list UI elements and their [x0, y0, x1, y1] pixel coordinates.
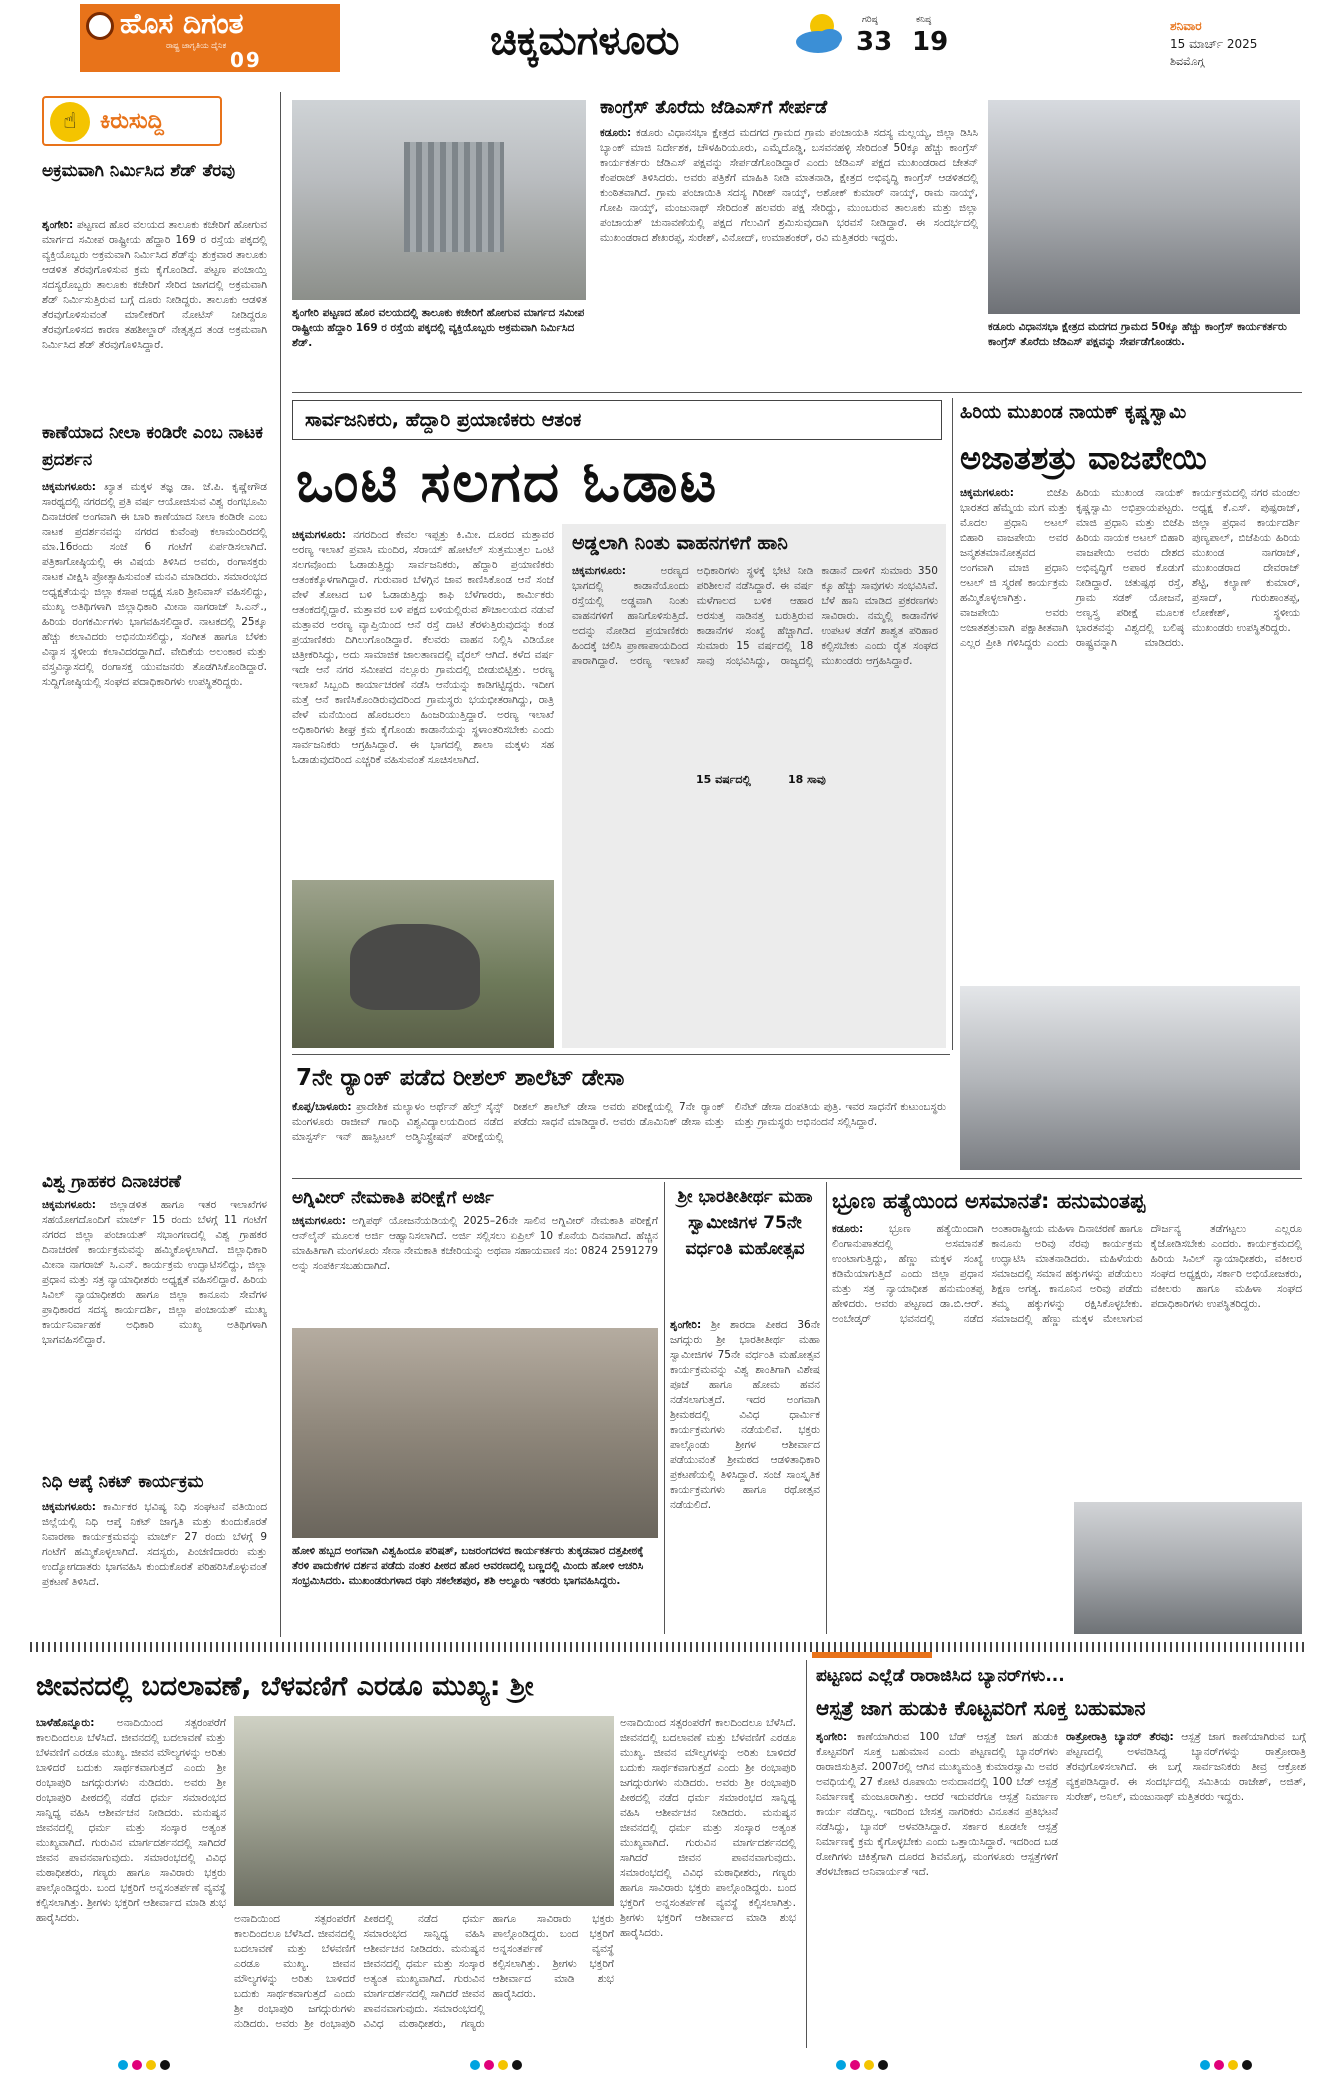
bharathi-text: ಶ್ರೀ ಶಾರದಾ ಪೀಠದ 36ನೇ ಜಗದ್ಗುರು ಶ್ರೀ ಭಾರತೀತೀರ್ಥ ಮಹಾ ಸ್ವಾಮೀಜಿಗಳ 75ನೇ ವರ್ಧಂತಿ ಮಹೋತ್ಸವ ಕಾರ್ಯಕ್ರಮವನ್ನು ವಿಶ್ವ ಶಾಂತಿಗಾಗಿ ವಿಶೇಷ ಪೂಜೆ ಹಾಗೂ ಹೋಮ ಹವನ ನಡೆಸಲಾಗುತ್ತದೆ. ಇದರ ಅಂಗವಾಗಿ ಶ್ರೀಮಠದಲ್ಲಿ ವಿವಿಧ ಧಾರ್ಮಿಕ ಕಾರ್ಯಕ್ರಮಗಳು ನಡೆಯಲಿವೆ. ಭಕ್ತರು ಪಾಲ್ಗೊಂಡು ಶ್ರೀಗಳ ಆಶೀರ್ವಾದ ಪಡೆಯುವಂತೆ ಶ್ರೀಮಠದ ಆಡಳಿತಾಧಿಕಾರಿ ಪ್ರಕಟಣೆಯಲ್ಲಿ ತಿಳಿಸಿದ್ದಾರೆ. ಸಂಜೆ ಸಾಂಸ್ಕೃತಿಕ ಕಾರ್ಯಕ್ರಮಗಳು ಹಾಗೂ ರಥೋತ್ಸವ ನಡೆಯಲಿದೆ.	[670, 1319, 820, 1511]
logo-emblem-icon	[86, 12, 114, 40]
brief-1-text: ಪಟ್ಟಣದ ಹೊರ ವಲಯದ ತಾಲೂಕು ಕಚೇರಿಗೆ ಹೋಗುವ ಮಾರ್ಗದ ಸಮೀಪ ರಾಷ್ಟ್ರೀಯ ಹೆದ್ದಾರಿ 169 ರ ರಸ್ತೆಯ ಪಕ್ಕದಲ್ಲಿ ವ್ಯಕ್ತಿಯೊಬ್ಬರು ಅಕ್ರಮವಾಗಿ ನಿರ್ಮಿಸಿದ ಶೆಡ್‌ನ್ನು ಶುಕ್ರವಾರ ತಾಲೂಕು ಆಡಳಿತ ತೆರವುಗೊಳಿಸುವ ಕ್ರಮ ಕೈಗೊಂಡಿದೆ. ಪಟ್ಟಣ ಪಂಚಾಯ್ತಿ ಸದಸ್ಯರೊಬ್ಬರು ತಾಲೂಕು ಕಚೇರಿಗೆ ಸೇರಿದ ಜಾಗದಲ್ಲಿ ಅಕ್ರಮವಾಗಿ ಶೆಡ್ ನಿರ್ಮಿಸುತ್ತಿರುವ ಬಗ್ಗೆ ದೂರು ನೀಡಿದ್ದರು. ತಾಲೂಕು ಆಡಳಿತ ತೆರವುಗೊಳಿಸುವಂತೆ ಮಾಲೀಕರಿಗೆ ನೋಟಿಸ್ ನೀಡಿದ್ದರೂ ತೆರವುಗೊಳಿಸದ ಕಾರಣ ತಹಶೀಲ್ದಾರ್ ನೇತೃತ್ವದ ತಂಡ ಅಕ್ರಮವಾಗಿ ನಿರ್ಮಿಸಿದ ಶೆಡ್ ತೆರವುಗೊಳಿಸಿದ್ದಾರೆ.	[42, 219, 267, 351]
sub-story-dateline: ಚಿಕ್ಕಮಗಳೂರು:	[572, 565, 626, 577]
brief-1-dateline: ಶೃಂಗೇರಿ:	[42, 219, 74, 231]
reg-dot-magenta	[132, 2060, 142, 2070]
holi-photo-caption: ಹೋಳಿ ಹಬ್ಬದ ಅಂಗವಾಗಿ ವಿಶ್ವಹಿಂದೂ ಪರಿಷತ್, ಬಜರಂಗದಳದ ಕಾರ್ಯಕರ್ತರು ತುಕ್ಕಡವಾರ ದತ್ತಪೀಠಕ್ಕೆ ತೆರಳಿ ಪಾದುಕೆಗಳ ದರ್ಶನ ಪಡೆದು ನಂತರ ಪೀಠದ ಹೊರ ಆವರಣದಲ್ಲಿ ಬಣ್ಣದಲ್ಲಿ ಮಿಂದು ಹೋಳಿ ಆಚರಿಸಿ ಸಂಭ್ರಮಿಸಿದರು. ಮುಖಂಡರುಗಳಾದ ರಘು ಸಕಲೇಶಪುರ, ಶಶಿ ಆಲ್ದೂರು ಇತರರು ಭಾಗವಹಿಸಿದ್ದರು.	[292, 1545, 644, 1587]
congress-jds-body	[600, 126, 978, 386]
agniveer-headline: ಅಗ್ನಿವೀರ್ ನೇಮಕಾತಿ ಪರೀಕ್ಷೆಗೆ ಅರ್ಜಿ	[292, 1188, 494, 1208]
agniveer-divider	[664, 1182, 665, 1634]
brief-4-text: ಕಾರ್ಮಿಕರ ಭವಿಷ್ಯ ನಿಧಿ ಸಂಘಟನೆ ವತಿಯಿಂದ ಜಿಲ್ಲೆಯಲ್ಲಿ ನಿಧಿ ಆಪ್ಕೆ ನಿಕಟ್ ಜಾಗೃತಿ ಮತ್ತು ಕುಂದುಕೊರತೆ ನಿವಾರಣಾ ಕಾರ್ಯಕ್ರಮವನ್ನು ಮಾರ್ಚ್ 27 ರಂದು ಬೆಳಗ್ಗೆ 9 ಗಂಟೆಗೆ ಹಮ್ಮಿಕೊಳ್ಳಲಾಗಿದೆ. ಸದಸ್ಯರು, ಪಿಂಚಣಿದಾರರು ಮತ್ತು ಉದ್ಯೋಗದಾತರು ಭಾಗವಹಿಸಿ ಕುಂದುಕೊರತೆ ಪರಿಹರಿಸಿಕೊಳ್ಳುವಂತೆ ಪ್ರಕಟಣೆ ತಿಳಿಸಿದೆ.	[42, 1501, 267, 1588]
banner-sub-dateline: ರಾತ್ರೋರಾತ್ರಿ ಬ್ಯಾನರ್ ತೆರವು:	[1066, 1731, 1174, 1743]
agniveer-dateline: ಚಿಕ್ಕಮಗಳೂರು:	[292, 1215, 346, 1227]
brief-2-dateline: ಚಿಕ್ಕಮಗಳೂರು:	[42, 481, 96, 493]
elephant-photo	[292, 880, 554, 1048]
brief-4-headline: ನಿಧಿ ಆಪ್ಕೆ ನಿಕಟ್ ಕಾರ್ಯಕ್ರಮ	[42, 1472, 204, 1492]
kirusuddi-label: ಕಿರುಸುದ್ದಿ	[100, 109, 164, 134]
bharathi-headline: ಶ್ರೀ ಭಾರತೀತೀರ್ಥ ಮಹಾ ಸ್ವಾಮೀಜಿಗಳ 75ನೇ ವರ್ಧಂತಿ ಮಹೋತ್ಸವ	[677, 1187, 813, 1259]
ajatashatru-headline: ಅಜಾತಶತ್ರು ವಾಜಪೇಯಿ	[960, 439, 1207, 477]
reg-dot-yellow	[864, 2060, 874, 2070]
reg-dot-yellow	[1228, 2060, 1238, 2070]
jeevana-body-2	[234, 1912, 614, 2046]
bharathi-divider	[826, 1182, 827, 1634]
jds-joining-caption: ಕಡೂರು ವಿಧಾನಸಭಾ ಕ್ಷೇತ್ರದ ಮದಗದ ಗ್ರಾಮದ 50ಕ್ಕೂ ಹೆಚ್ಚು ಕಾಂಗ್ರೆಸ್ ಕಾರ್ಯಕರ್ತರು ಕಾಂಗ್ರೆಸ್ ತೊರೆದು ಜೆಡಿಎಸ್ ಪಕ್ಷವನ್ನು ಸೇರ್ಪಡೆಗೊಂಡರು.	[988, 321, 1287, 348]
brief-1-headline: ಅಕ್ರಮವಾಗಿ ನಿರ್ಮಿಸಿದ ಶೆಡ್ ತೆರವು	[42, 161, 236, 181]
elephant-shape	[350, 924, 480, 1010]
brief-4-dateline: ಚಿಕ್ಕಮಗಳೂರು:	[42, 1501, 96, 1513]
bhruna-event-photo	[1074, 1502, 1302, 1634]
congress-jds-headline: ಕಾಂಗ್ರೆಸ್ ತೊರೆದು ಜೆಡಿಎಸ್‌ಗೆ ಸೇರ್ಪಡೆ	[600, 97, 828, 118]
top-row-rule	[292, 392, 1302, 393]
brief-1-body	[42, 218, 267, 410]
rank-text: ಪ್ರಾದೇಶಿಕ ಮಲ್ಯಾಳಂ ಅರ್ಥೆನ್ ಹೆಲ್ತ್ ಸೈನ್ಸ್ ಮಂಗಳೂರು ರಾಜೀವ್ ಗಾಂಧಿ ವಿಶ್ವವಿದ್ಯಾಲಯದಿಂದ ನಡೆದ ಮಾಸ್ಟರ್ಸ್ ಇನ್ ಹಾಸ್ಪಿಟಲ್ ಅಡ್ಮಿನಿಸ್ಟ್ರೇಷನ್ ಪರೀಕ್ಷೆಯಲ್ಲಿ ರೀಶಲ್ ಶಾಲೆಟ್ ಡೇಸಾ ಅವರು ಪರೀಕ್ಷೆಯಲ್ಲಿ 7ನೇ ರ‍್ಯಾಂಕ್ ಪಡೆದು ಸಾಧನೆ ಮಾಡಿದ್ದಾರೆ. ಅವರು ಡೊಮಿನಿಕ್ ಡೇಸಾ ಮತ್ತು ಲಿನೆಟ್ ಡೇಸಾ ದಂಪತಿಯ ಪುತ್ರಿ. ಇವರ ಸಾಧನೆಗೆ ಕುಟುಂಬಸ್ಥರು ಮತ್ತು ಗ್ರಾಮಸ್ಥರು ಅಭಿನಂದನೆ ಸಲ್ಲಿಸಿದ್ದಾರೆ.	[292, 1101, 946, 1143]
weather-max-label: ಗರಿಷ್ಠ	[862, 15, 878, 25]
jeevana-text: ಅನಾದಿಯಿಂದ ಸತ್ಪರಂಪರೆಗೆ ಕಾಲದಿಂದಲೂ ಬೆಳೆಸಿದೆ. ಜೀವನದಲ್ಲಿ ಬದಲಾವಣೆ ಮತ್ತು ಬೆಳವಣಿಗೆ ಎರಡೂ ಮುಖ್ಯ. ಜೀವನ ಮೌಲ್ಯಗಳನ್ನು ಅರಿತು ಬಾಳಿದರೆ ಬದುಕು ಸಾರ್ಥಕವಾಗುತ್ತದೆ ಎಂದು ಶ್ರೀ ರಂಭಾಪುರಿ ಜಗದ್ಗುರುಗಳು ನುಡಿದರು. ಅವರು ಶ್ರೀ ರಂಭಾಪುರಿ ಪೀಠದಲ್ಲಿ ನಡೆದ ಧರ್ಮ ಸಮಾರಂಭದ ಸಾನ್ನಿಧ್ಯ ವಹಿಸಿ ಆಶೀರ್ವಚನ ನೀಡಿದರು. ಮನುಷ್ಯನ ಜೀವನದಲ್ಲಿ ಧರ್ಮ ಮತ್ತು ಸಂಸ್ಕಾರ ಅತ್ಯಂತ ಮುಖ್ಯವಾಗಿದೆ. ಗುರುವಿನ ಮಾರ್ಗದರ್ಶನದಲ್ಲಿ ಸಾಗಿದರೆ ಜೀವನ ಪಾವನವಾಗುವುದು. ಸಮಾರಂಭದಲ್ಲಿ ವಿವಿಧ ಮಠಾಧೀಶರು, ಗಣ್ಯರು ಹಾಗೂ ಸಾವಿರಾರು ಭಕ್ತರು ಪಾಲ್ಗೊಂಡಿದ್ದರು. ಬಂದ ಭಕ್ತರಿಗೆ ಅನ್ನಸಂತರ್ಪಣೆ ವ್ಯವಸ್ಥೆ ಕಲ್ಪಿಸಲಾಗಿತ್ತು. ಶ್ರೀಗಳು ಭಕ್ತರಿಗೆ ಆಶೀರ್ವಾದ ಮಾಡಿ ಶುಭ ಹಾರೈಸಿದರು.	[36, 1717, 226, 1924]
section-title: ಚಿಕ್ಕಮಗಳೂರು	[490, 18, 680, 64]
banner-kicker: ಪಟ್ಟಣದ ಎಲ್ಲೆಡೆ ರಾರಾಜಿಸಿದ ಬ್ಯಾನರ್‌ಗಳು...	[816, 1666, 1065, 1686]
hand-icon: ☝	[50, 102, 90, 142]
edition-name: ಶಿವಮೊಗ್ಗ	[1170, 55, 1205, 68]
banner-sub-body	[1066, 1730, 1306, 2048]
lead-kicker: ಸಾರ್ವಜನಿಕರು, ಹೆದ್ದಾರಿ ಪ್ರಯಾಣಿಕರು ಆತಂಕ	[305, 409, 582, 431]
banner-body	[816, 1730, 1058, 2048]
issue-date: 15 ಮಾರ್ಚ್ 2025	[1170, 37, 1258, 51]
rank-rule	[292, 1054, 950, 1055]
agniveer-text: ಅಗ್ನಿಪಥ್ ಯೋಜನೆಯಡಿಯಲ್ಲಿ 2025–26ನೇ ಸಾಲಿನ ಅಗ್ನಿವೀರ್ ನೇಮಕಾತಿ ಪರೀಕ್ಷೆಗೆ ಆನ್‌ಲೈನ್ ಮೂಲಕ ಅರ್ಜಿ ಆಹ್ವಾನಿಸಲಾಗಿದೆ. ಅರ್ಜಿ ಸಲ್ಲಿಸಲು ಏಪ್ರಿಲ್ 10 ಕೊನೆಯ ದಿನವಾಗಿದೆ. ಹೆಚ್ಚಿನ ಮಾಹಿತಿಗಾಗಿ ಮಂಗಳೂರು ಸೇನಾ ನೇಮಕಾತಿ ಕಚೇರಿಯನ್ನು ಅಥವಾ ಸಹಾಯವಾಣಿ ಸಂ: 0824 2591279 ಅನ್ನು ಸಂಪರ್ಕಿಸಬಹುದಾಗಿದೆ.	[292, 1215, 658, 1272]
weather-min-label: ಕನಿಷ್ಠ	[916, 15, 932, 25]
jeevana-body-3	[620, 1716, 796, 2046]
sub-story-headline: ಅಡ್ಡಲಾಗಿ ನಿಂತು ವಾಹನಗಳಿಗೆ ಹಾನಿ	[572, 532, 788, 554]
brief-2-text: ಖ್ಯಾತ ಮಕ್ಕಳ ತಜ್ಞ ಡಾ. ಜೆ.ಪಿ. ಕೃಷ್ಣೇಗೌಡ ಸಾರಥ್ಯದಲ್ಲಿ ನಗರದಲ್ಲಿ ಪ್ರತಿ ವರ್ಷ ಆಯೋಜಿಸುವ ವಿಶ್ವ ರಂಗಭೂಮಿ ದಿನಾಚರಣೆ ಅಂಗವಾಗಿ ಈ ಬಾರಿ ಕಾಣೆಯಾದ ನೀಲಾ ಕಂಡಿರೇ ಎಂಬ ನಾಟಕ ಪ್ರದರ್ಶನವನ್ನು ನಗರದ ಕುವೆಂಪು ಕಲಾಮಂದಿರದಲ್ಲಿ ಮಾ.16ರಂದು ಸಂಜೆ 6 ಗಂಟೆಗೆ ಏರ್ಪಡಿಸಲಾಗಿದೆ. ಪತ್ರಿಕಾಗೋಷ್ಠಿಯಲ್ಲಿ ಈ ವಿಷಯ ತಿಳಿಸಿದ ಅವರು, ರಂಗಾಸಕ್ತರು ನಾಟಕ ವೀಕ್ಷಿಸಿ ಪ್ರೋತ್ಸಾಹಿಸುವಂತೆ ಮನವಿ ಮಾಡಿದರು. ಸಮಾರಂಭದ ಅಧ್ಯಕ್ಷತೆಯನ್ನು ಜಿಲ್ಲಾ ಕಸಾಪ ಅಧ್ಯಕ್ಷ ಸೂರಿ ಶ್ರೀನಿವಾಸ್ ವಹಿಸಲಿದ್ದು, ಮುಖ್ಯ ಅತಿಥಿಗಳಾಗಿ ಜಿಲ್ಲಾಧಿಕಾರಿ ಮೀನಾ ನಾಗರಾಜ್ ಸಿ.ಎನ್., ಹಿರಿಯ ರಂಗಕರ್ಮಿಗಳು ಭಾಗವಹಿಸಲಿದ್ದಾರೆ. ನಾಟಕದಲ್ಲಿ 25ಕ್ಕೂ ಹೆಚ್ಚು ಕಲಾವಿದರು ಅಭಿನಯಿಸಲಿದ್ದು, ಸಂಗೀತ ಹಾಗೂ ಬೆಳಕು ವಿನ್ಯಾಸ ಸ್ಥಳೀಯ ಕಲಾವಿದರದ್ದಾಗಿದೆ. ವೇದಿಕೆಯ ಅಲಂಕಾರ ಮತ್ತು ವಸ್ತ್ರವಿನ್ಯಾಸದಲ್ಲಿ ರಂಗಾಸಕ್ತ ಯುವಜನರು ತೊಡಗಿಸಿಕೊಂಡಿದ್ದಾರೆ. ಸುದ್ದಿಗೋಷ್ಠಿಯಲ್ಲಿ ಸಂಘದ ಪದಾಧಿಕಾರಿಗಳು ಉಪಸ್ಥಿತರಿದ್ದರು.	[42, 481, 267, 688]
lead-text: ನಗರದಿಂದ ಕೇವಲ ಇಪ್ಪತ್ತು ಕಿ.ಮೀ. ದೂರದ ಮತ್ತಾವರ ಅರಣ್ಯ ಇಲಾಖೆ ಪ್ರವಾಸಿ ಮಂದಿರ, ಸೆರಾಯ್ ಹೋಟೆಲ್ ಸುತ್ತಮುತ್ತಲ ಒಂಟಿ ಸಲಗವೊಂದು ಓಡಾಡುತ್ತಿದ್ದು ಸಾರ್ವಜನಿಕರು, ಹೆದ್ದಾರಿ ಪ್ರಯಾಣಿಕರು ಆತಂಕಕ್ಕೊಳಗಾಗಿದ್ದಾರೆ. ಗುರುವಾರ ಬೆಳಗ್ಗಿನ ಜಾವ ಕಾಣಿಸಿಕೊಂಡ ಆನೆ ಸಂಜೆ ವೇಳೆ ತೋಟದ ಬಳಿ ಓಡಾಡುತ್ತಿದ್ದು ಕಾಫಿ ಬೆಳೆಗಾರರು, ಕಾರ್ಮಿಕರು ಆತಂಕದಲ್ಲಿದ್ದಾರೆ. ಮತ್ತಾವರ ಬಳಿ ಪಕ್ಷದ ಬಳಿಯಲ್ಲಿರುವ ಶೌಚಾಲಯದ ನಡುವೆ ಮತ್ತಾವರ ಅರಣ್ಯ ವ್ಯಾಪ್ತಿಯಿಂದ ಆನೆ ರಸ್ತೆ ದಾಟಿ ತೆರಳುತ್ತಿರುವುದನ್ನು ಕಂಡ ಪ್ರಯಾಣಿಕರು ದಿಗಿಲುಗೊಂಡಿದ್ದಾರೆ. ಕೆಲವರು ವಾಹನ ನಿಲ್ಲಿಸಿ ವಿಡಿಯೋ ಚಿತ್ರೀಕರಿಸಿದ್ದು, ಅದು ಸಾಮಾಜಿಕ ಜಾಲತಾಣದಲ್ಲಿ ವೈರಲ್ ಆಗಿದೆ. ಕಳೆದ ವರ್ಷ ಇದೇ ಆನೆ ನಗರ ಸಮೀಪದ ನಲ್ಲೂರು ಗ್ರಾಮದಲ್ಲಿ ಬೀಡುಬಿಟ್ಟಿತ್ತು. ಅರಣ್ಯ ಇಲಾಖೆ ಸಿಬ್ಬಂದಿ ಕಾರ್ಯಾಚರಣೆ ನಡೆಸಿ ಆನೆಯನ್ನು ಕಾಡಿಗಟ್ಟಿದ್ದರು. ಇದೀಗ ಮತ್ತೆ ಆನೆ ಕಾಣಿಸಿಕೊಂಡಿರುವುದರಿಂದ ಗ್ರಾಮಸ್ಥರು ಭಯಭೀತರಾಗಿದ್ದು, ರಾತ್ರಿ ವೇಳೆ ಮನೆಯಿಂದ ಹೊರಬರಲು ಹಿಂಜರಿಯುತ್ತಿದ್ದಾರೆ. ಅರಣ್ಯ ಇಲಾಖೆ ಅಧಿಕಾರಿಗಳು ಶೀಘ್ರ ಕ್ರಮ ಕೈಗೊಂಡು ಕಾಡಾನೆಯನ್ನು ಸ್ಥಳಾಂತರಿಸಬೇಕು ಎಂದು ಸಾರ್ವಜನಿಕರು ಆಗ್ರಹಿಸಿದ್ದಾರೆ. ಈ ಭಾಗದಲ್ಲಿ ಶಾಲಾ ಮಕ್ಕಳು ಸಹ ಓಡಾಡುವುದರಿಂದ ಎಚ್ಚರಿಕೆ ವಹಿಸುವಂತೆ ಸೂಚಿಸಲಾಗಿದೆ.	[292, 529, 554, 766]
kirusuddi-badge	[42, 96, 222, 146]
page-number: 09	[230, 48, 262, 72]
sun-cloud-icon	[790, 8, 850, 58]
ajatashatru-dateline: ಚಿಕ್ಕಮಗಳೂರು:	[960, 487, 1014, 499]
lead-dateline: ಚಿಕ್ಕಮಗಳೂರು:	[292, 529, 346, 541]
rank-dateline: ಕೊಪ್ಪ/ಬಾಳೂರು:	[292, 1101, 352, 1113]
lead-body	[292, 528, 554, 878]
reg-dot-cyan	[836, 2060, 846, 2070]
jeevana-headline: ಜೀವನದಲ್ಲಿ ಬದಲಾವಣೆ, ಬೆಳವಣಿಗೆ ಎರಡೂ ಮುಖ್ಯ: ಶ್ರೀ	[36, 1671, 534, 1702]
agniveer-body	[292, 1214, 658, 1324]
reg-dot-black	[878, 2060, 888, 2070]
reg-dot-cyan	[470, 2060, 480, 2070]
vajpayee-event-photo	[960, 986, 1300, 1170]
reg-dot-magenta	[1214, 2060, 1224, 2070]
rank-headline: 7ನೇ ರ‍್ಯಾಂಕ್ ಪಡೆದ ರೀಶಲ್ ಶಾಲೆಟ್ ಡೇಸಾ	[296, 1065, 625, 1091]
ajatashatru-text: ಬಿಜೆಪಿ ಭಾರತದ ಹೆಮ್ಮೆಯ ಮಗ ಮತ್ತು ಮೊದಲ ಪ್ರಧಾನಿ ಅಟಲ್ ಬಿಹಾರಿ ವಾಜಪೇಯಿ ಅವರ ಜನ್ಮಶತಮಾನೋತ್ಸವದ ಅಂಗವಾಗಿ ಮಾಜಿ ಪ್ರಧಾನಿ ಅಟಲ್ ಜಿ ಸ್ಮರಣೆ ಕಾರ್ಯಕ್ರಮ ಹಮ್ಮಿಕೊಳ್ಳಲಾಗಿತ್ತು. ವಾಜಪೇಯಿ ಅವರು ಅಜಾತಶತ್ರುವಾಗಿ ಪಕ್ಷಾತೀತವಾಗಿ ಎಲ್ಲರ ಪ್ರೀತಿ ಗಳಿಸಿದ್ದರು ಎಂದು ಹಿರಿಯ ಮುಖಂಡ ನಾಯಕ್ ಕೃಷ್ಣಸ್ವಾಮಿ ಅಭಿಪ್ರಾಯಪಟ್ಟರು. ಮಾಜಿ ಪ್ರಧಾನಿ ಮತ್ತು ಬಿಜೆಪಿ ಹಿರಿಯ ನಾಯಕ ಅಟಲ್ ಬಿಹಾರಿ ವಾಜಪೇಯಿ ಅವರು ದೇಶದ ಅಭಿವೃದ್ಧಿಗೆ ಅಪಾರ ಕೊಡುಗೆ ನೀಡಿದ್ದಾರೆ. ಚತುಷ್ಪಥ ರಸ್ತೆ, ಗ್ರಾಮ ಸಡಕ್ ಯೋಜನೆ, ಅಣ್ವಸ್ತ್ರ ಪರೀಕ್ಷೆ ಮೂಲಕ ಭಾರತವನ್ನು ವಿಶ್ವದಲ್ಲಿ ಬಲಿಷ್ಠ ರಾಷ್ಟ್ರವನ್ನಾಗಿ ಮಾಡಿದರು. ಕಾರ್ಯಕ್ರಮದಲ್ಲಿ ನಗರ ಮಂಡಲ ಅಧ್ಯಕ್ಷ ಕೆ.ಎಸ್. ಪುಷ್ಪರಾಜ್, ಜಿಲ್ಲಾ ಪ್ರಧಾನ ಕಾರ್ಯದರ್ಶಿ ಪುಣ್ಯಪಾಲ್, ಬಿಜೆಪಿಯ ಹಿರಿಯ ಮುಖಂಡ ನಾಗರಾಜ್, ಮುಖಂಡರಾದ ದೇವರಾಜ್ ಶೆಟ್ಟಿ, ಕಲ್ಯಾಣ್ ಕುಮಾರ್, ಪ್ರಸಾದ್, ಗುರುಶಾಂತಪ್ಪ, ಲೋಕೇಶ್, ಸ್ಥಳೀಯ ಮುಖಂಡರು ಉಪಸ್ಥಿತರಿದ್ದರು.	[960, 487, 1300, 649]
logo-block	[80, 4, 340, 72]
brief-2-headline: ಕಾಣೆಯಾದ ನೀಲಾ ಕಂಡಿರೇ ಎಂಬ ನಾಟಕ ಪ್ರದರ್ಶನ	[42, 423, 263, 470]
shed-photo	[292, 100, 586, 300]
issue-day: ಶನಿವಾರ	[1170, 19, 1202, 33]
sub-story-box	[562, 524, 946, 1048]
congress-jds-text: ಕಡೂರು ವಿಧಾನಸಭಾ ಕ್ಷೇತ್ರದ ಮದಗದ ಗ್ರಾಮದ ಗ್ರಾಮ ಪಂಚಾಯತಿ ಸದಸ್ಯ ಮಲ್ಲಯ್ಯ, ಜಿಲ್ಲಾ ಡಿಸಿಸಿ ಬ್ಯಾಂಕ್ ಮಾಜಿ ನಿರ್ದೇಶಕ, ಚೌಳಹಿರಿಯೂರು, ಎಮ್ಮೆದೊಡ್ಡಿ, ಬಸವನಹಳ್ಳಿ ಸೇರಿದಂತೆ 50ಕ್ಕೂ ಹೆಚ್ಚು ಕಾಂಗ್ರೆಸ್ ಕಾರ್ಯಕರ್ತರು ಜೆಡಿಎಸ್ ಪಕ್ಷವನ್ನು ಸೇರ್ಪಡೆಗೊಂಡಿದ್ದಾರೆ ಎಂದು ಜೆಡಿಎಸ್ ಪಕ್ಷದ ಮುಖಂಡರಾದ ಚೇತನ್ ಕೆಂಪರಾಜ್ ತಿಳಿಸಿದರು. ಅವರು ಪತ್ರಿಕೆಗೆ ಮಾಹಿತಿ ನೀಡಿ ಮಾತನಾಡಿ, ಕ್ಷೇತ್ರದ ಅಭಿವೃದ್ಧಿ ಕಾಂಗ್ರೆಸ್ ಆಡಳಿತದಲ್ಲಿ ಕುಂಠಿತವಾಗಿದೆ. ಗ್ರಾಮ ಪಂಚಾಯಿತಿ ಸದಸ್ಯ ಗಿರೀಶ್ ನಾಯ್ಕ್, ಅಶೋಕ್ ಕುಮಾರ್ ನಾಯ್ಕ್, ರಾಮ ನಾಯ್ಕ್, ಗೋಪಿ ನಾಯ್ಕ್, ಮಂಜುನಾಥ್ ಸೇರಿದಂತೆ ಹಲವರು ಪಕ್ಷ ಸೇರಿದ್ದು, ಮುಂಬರುವ ತಾಲೂಕು ಮತ್ತು ಜಿಲ್ಲಾ ಪಂಚಾಯತ್ ಚುನಾವಣೆಯಲ್ಲಿ ಪಕ್ಷದ ಗೆಲುವಿಗೆ ಶ್ರಮಿಸುವುದಾಗಿ ಭರವಸೆ ನೀಡಿದ್ದಾರೆ. ಈ ಸಂದರ್ಭದಲ್ಲಿ ಮುಖಂಡರಾದ ಶೇಖರಪ್ಪ, ಸುರೇಶ್, ವಿನೋದ್, ಉಮಾಶಂಕರ್, ರವಿ ಮತ್ತಿತರರು ಇದ್ದರು.	[600, 127, 978, 244]
ajatashatru-kicker: ಹಿರಿಯ ಮುಖಂಡ ನಾಯಕ್ ಕೃಷ್ಣಸ್ವಾಮಿ	[960, 402, 1187, 423]
logo-tagline: ರಾಷ್ಟ್ರ ಜಾಗೃತಿಯ ದೈನಿಕ	[166, 41, 227, 50]
lead-divider	[952, 398, 953, 1050]
reg-dot-cyan	[1200, 2060, 1210, 2070]
brief-3-text: ಜಿಲ್ಲಾಡಳಿತ ಹಾಗೂ ಇತರ ಇಲಾಖೆಗಳ ಸಹಯೋಗದೊಂದಿಗೆ ಮಾರ್ಚ್ 15 ರಂದು ಬೆಳಗ್ಗೆ 11 ಗಂಟೆಗೆ ನಗರದ ಜಿಲ್ಲಾ ಪಂಚಾಯತ್ ಸಭಾಂಗಣದಲ್ಲಿ ವಿಶ್ವ ಗ್ರಾಹಕರ ದಿನಾಚರಣೆ ಕಾರ್ಯಕ್ರಮವನ್ನು ಹಮ್ಮಿಕೊಳ್ಳಲಾಗಿದೆ. ಜಿಲ್ಲಾಧಿಕಾರಿ ಮೀನಾ ನಾಗರಾಜ್ ಸಿ.ಎನ್. ಕಾರ್ಯಕ್ರಮ ಉದ್ಘಾಟಿಸಲಿದ್ದು, ಜಿಲ್ಲಾ ಪ್ರಧಾನ ಮತ್ತು ಸತ್ರ ನ್ಯಾಯಾಧೀಶರು ಅಧ್ಯಕ್ಷತೆ ವಹಿಸಲಿದ್ದಾರೆ. ಹಿರಿಯ ಸಿವಿಲ್ ನ್ಯಾಯಾಧೀಶರು ಹಾಗೂ ಜಿಲ್ಲಾ ಕಾನೂನು ಸೇವೆಗಳ ಪ್ರಾಧಿಕಾರದ ಸದಸ್ಯ ಕಾರ್ಯದರ್ಶಿ, ಜಿಲ್ಲಾ ಪಂಚಾಯತ್ ಮುಖ್ಯ ಕಾರ್ಯನಿರ್ವಾಹಕ ಅಧಿಕಾರಿ ಮುಖ್ಯ ಅತಿಥಿಗಳಾಗಿ ಭಾಗವಹಿಸಲಿದ್ದಾರೆ.	[42, 1199, 267, 1346]
shed-photo-caption: ಶೃಂಗೇರಿ ಪಟ್ಟಣದ ಹೊರ ವಲಯದಲ್ಲಿ ತಾಲೂಕು ಕಚೇರಿಗೆ ಹೋಗುವ ಮಾರ್ಗದ ಸಮೀಪ ರಾಷ್ಟ್ರೀಯ ಹೆದ್ದಾರಿ 169 ರ ರಸ್ತೆಯ ಪಕ್ಕದಲ್ಲಿ ವ್ಯಕ್ತಿಯೊಬ್ಬರು ಅಕ್ರಮವಾಗಿ ನಿರ್ಮಿಸಿದ ಶೆಡ್.	[292, 307, 585, 349]
banner-text: ಕಾಣೆಯಾಗಿರುವ 100 ಬೆಡ್ ಆಸ್ಪತ್ರೆ ಜಾಗ ಹುಡುಕಿ ಕೊಟ್ಟವರಿಗೆ ಸೂಕ್ತ ಬಹುಮಾನ ಎಂದು ಪಟ್ಟಣದಲ್ಲಿ ಬ್ಯಾನರ್‌ಗಳು ರಾರಾಜಿಸುತ್ತಿವೆ. 2007ರಲ್ಲಿ ಆಗಿನ ಮುಖ್ಯಮಂತ್ರಿ ಕುಮಾರಸ್ವಾಮಿ ಅವರ ಅವಧಿಯಲ್ಲಿ 27 ಕೋಟಿ ರೂಪಾಯಿ ಅನುದಾನದಲ್ಲಿ 100 ಬೆಡ್ ಆಸ್ಪತ್ರೆ ನಿರ್ಮಾಣಕ್ಕೆ ಮಂಜೂರಾಗಿತ್ತು. ಆದರೆ ಇದುವರೆಗೂ ಆಸ್ಪತ್ರೆ ನಿರ್ಮಾಣ ಕಾರ್ಯ ನಡೆದಿಲ್ಲ. ಇದರಿಂದ ಬೇಸತ್ತ ನಾಗರಿಕರು ವಿನೂತನ ಪ್ರತಿಭಟನೆ ನಡೆಸಿದ್ದು, ಬ್ಯಾನರ್ ಅಳವಡಿಸಿದ್ದಾರೆ. ಸರ್ಕಾರ ಕೂಡಲೇ ಆಸ್ಪತ್ರೆ ನಿರ್ಮಾಣಕ್ಕೆ ಕ್ರಮ ಕೈಗೊಳ್ಳಬೇಕು ಎಂದು ಒತ್ತಾಯಿಸಿದ್ದಾರೆ. ಇದರಿಂದ ಬಡ ರೋಗಿಗಳು ಚಿಕಿತ್ಸೆಗಾಗಿ ದೂರದ ಶಿವಮೊಗ್ಗ, ಮಂಗಳೂರು ಆಸ್ಪತ್ರೆಗಳಿಗೆ ತೆರಳಬೇಕಾದ ಅನಿವಾರ್ಯತೆ ಇದೆ.	[816, 1731, 1058, 1878]
sub-story-body	[572, 564, 938, 1034]
reg-dot-black	[160, 2060, 170, 2070]
jeevana-text-right: ಅನಾದಿಯಿಂದ ಸತ್ಪರಂಪರೆಗೆ ಕಾಲದಿಂದಲೂ ಬೆಳೆಸಿದೆ. ಜೀವನದಲ್ಲಿ ಬದಲಾವಣೆ ಮತ್ತು ಬೆಳವಣಿಗೆ ಎರಡೂ ಮುಖ್ಯ. ಜೀವನ ಮೌಲ್ಯಗಳನ್ನು ಅರಿತು ಬಾಳಿದರೆ ಬದುಕು ಸಾರ್ಥಕವಾಗುತ್ತದೆ ಎಂದು ಶ್ರೀ ರಂಭಾಪುರಿ ಜಗದ್ಗುರುಗಳು ನುಡಿದರು. ಅವರು ಶ್ರೀ ರಂಭಾಪುರಿ ಪೀಠದಲ್ಲಿ ನಡೆದ ಧರ್ಮ ಸಮಾರಂಭದ ಸಾನ್ನಿಧ್ಯ ವಹಿಸಿ ಆಶೀರ್ವಚನ ನೀಡಿದರು. ಮನುಷ್ಯನ ಜೀವನದಲ್ಲಿ ಧರ್ಮ ಮತ್ತು ಸಂಸ್ಕಾರ ಅತ್ಯಂತ ಮುಖ್ಯವಾಗಿದೆ. ಗುರುವಿನ ಮಾರ್ಗದರ್ಶನದಲ್ಲಿ ಸಾಗಿದರೆ ಜೀವನ ಪಾವನವಾಗುವುದು. ಸಮಾರಂಭದಲ್ಲಿ ವಿವಿಧ ಮಠಾಧೀಶರು, ಗಣ್ಯರು ಹಾಗೂ ಸಾವಿರಾರು ಭಕ್ತರು ಪಾಲ್ಗೊಂಡಿದ್ದರು. ಬಂದ ಭಕ್ತರಿಗೆ ಅನ್ನಸಂತರ್ಪಣೆ ವ್ಯವಸ್ಥೆ ಕಲ್ಪಿಸಲಾಗಿತ್ತು. ಶ್ರೀಗಳು ಭಕ್ತರಿಗೆ ಆಶೀರ್ವಾದ ಮಾಡಿ ಶುಭ ಹಾರೈಸಿದರು.	[620, 1717, 796, 1939]
reg-dot-magenta	[850, 2060, 860, 2070]
brief-3-body	[42, 1198, 267, 1460]
banner-headline: ಆಸ್ಪತ್ರೆ ಜಾಗ ಹುಡುಕಿ ಕೊಟ್ಟವರಿಗೆ ಸೂಕ್ತ ಬಹುಮಾನ	[816, 1696, 1146, 1720]
brief-3-headline: ವಿಶ್ವ ಗ್ರಾಹಕರ ದಿನಾಚರಣೆ	[42, 1172, 181, 1192]
lead-headline: ಒಂಟಿ ಸಲಗದ ಓಡಾಟ	[296, 450, 719, 515]
reg-dot-black	[1242, 2060, 1252, 2070]
bharathi-body	[670, 1318, 820, 1634]
holi-photo	[292, 1328, 658, 1538]
reg-dot-black	[512, 2060, 522, 2070]
rank-body	[292, 1100, 946, 1176]
stat-years: 15 ವರ್ಷದಲ್ಲಿ	[696, 772, 786, 788]
weather-max: 33	[856, 27, 893, 57]
reg-dot-magenta	[484, 2060, 494, 2070]
reg-dot-yellow	[498, 2060, 508, 2070]
jeevana-dateline: ಬಾಳೆಹೊನ್ನೂರು:	[36, 1717, 95, 1729]
sub-story-text: ಅರಣ್ಯದ ಭಾಗದಲ್ಲಿ ಕಾಡಾನೆಯೊಂದು ರಸ್ತೆಯಲ್ಲಿ ಅಡ್ಡವಾಗಿ ನಿಂತು ವಾಹನಗಳಿಗೆ ಹಾನಿಗೊಳಿಸುತ್ತಿದೆ. ಅದನ್ನು ನೋಡಿದ ಪ್ರಯಾಣಿಕರು ಹಿಂದಕ್ಕೆ ಚಲಿಸಿ ಪ್ರಾಣಾಪಾಯದಿಂದ ಪಾರಾಗಿದ್ದಾರೆ. ಅರಣ್ಯ ಇಲಾಖೆ ಅಧಿಕಾರಿಗಳು ಸ್ಥಳಕ್ಕೆ ಭೇಟಿ ನೀಡಿ ಪರಿಶೀಲನೆ ನಡೆಸಿದ್ದಾರೆ. ಈ ವರ್ಷ ಮಳೆಗಾಲದ ಬಳಿಕ ಆಹಾರ ಅರಸುತ್ತ ನಾಡಿನತ್ತ ಬರುತ್ತಿರುವ ಕಾಡಾನೆಗಳ ಸಂಖ್ಯೆ ಹೆಚ್ಚಾಗಿದೆ. ಸುಮಾರು 15 ವರ್ಷದಲ್ಲಿ 18 ಸಾವು ಸಂಭವಿಸಿದ್ದು, ರಾಜ್ಯದಲ್ಲಿ ಕಾಡಾನೆ ದಾಳಿಗೆ ಸುಮಾರು 350 ಕ್ಕೂ ಹೆಚ್ಚು ಸಾವುಗಳು ಸಂಭವಿಸಿವೆ. ಬೆಳೆ ಹಾನಿ ಮಾಡಿದ ಪ್ರಕರಣಗಳು ಸಾವಿರಾರು. ನಮ್ಮಲ್ಲಿ ಕಾಡಾನೆಗಳ ಉಪಟಳ ತಡೆಗೆ ಶಾಶ್ವತ ಪರಿಹಾರ ಕಲ್ಪಿಸಬೇಕು ಎಂದು ರೈತ ಸಂಘದ ಮುಖಂಡರು ಆಗ್ರಹಿಸಿದ್ದಾರೆ.	[572, 565, 938, 667]
banner-accent-bar	[812, 1652, 932, 1658]
ajatashatru-body	[960, 486, 1300, 982]
reg-dot-cyan	[118, 2060, 128, 2070]
bhruna-text: ಭ್ರೂಣ ಹತ್ಯೆಯಿಂದಾಗಿ ಲಿಂಗಾನುಪಾತದಲ್ಲಿ ಅಸಮಾನತೆ ಉಂಟಾಗುತ್ತಿದ್ದು, ಹೆಣ್ಣು ಮಕ್ಕಳ ಸಂಖ್ಯೆ ಕಡಿಮೆಯಾಗುತ್ತಿದೆ ಎಂದು ಜಿಲ್ಲಾ ಪ್ರಧಾನ ಮತ್ತು ಸತ್ರ ನ್ಯಾಯಾಧೀಶ ಹನುಮಂತಪ್ಪ ಹೇಳಿದರು. ಅವರು ಪಟ್ಟಣದ ಡಾ.ಬಿ.ಆರ್. ಅಂಬೇಡ್ಕರ್ ಭವನದಲ್ಲಿ ನಡೆದ ಅಂತಾರಾಷ್ಟ್ರೀಯ ಮಹಿಳಾ ದಿನಾಚರಣೆ ಹಾಗೂ ಕಾನೂನು ಅರಿವು ನೆರವು ಕಾರ್ಯಕ್ರಮ ಉದ್ಘಾಟಿಸಿ ಮಾತನಾಡಿದರು. ಮಹಿಳೆಯರು ಸಮಾಜದಲ್ಲಿ ಸಮಾನ ಹಕ್ಕುಗಳನ್ನು ಪಡೆಯಲು ಶಿಕ್ಷಣ ಅಗತ್ಯ. ಕಾನೂನಿನ ಅರಿವು ಪಡೆದು ತಮ್ಮ ಹಕ್ಕುಗಳನ್ನು ರಕ್ಷಿಸಿಕೊಳ್ಳಬೇಕು. ಸಮಾಜದಲ್ಲಿ ಹೆಣ್ಣು ಮಕ್ಕಳ ಮೇಲಾಗುವ ದೌರ್ಜನ್ಯ ತಡೆಗಟ್ಟಲು ಎಲ್ಲರೂ ಕೈಜೋಡಿಸಬೇಕು ಎಂದರು. ಕಾರ್ಯಕ್ರಮದಲ್ಲಿ ಹಿರಿಯ ಸಿವಿಲ್ ನ್ಯಾಯಾಧೀಶರು, ವಕೀಲರ ಸಂಘದ ಅಧ್ಯಕ್ಷರು, ಸರ್ಕಾರಿ ಅಭಿಯೋಜಕರು, ವಕೀಲರು ಹಾಗೂ ಮಹಿಳಾ ಸಂಘದ ಪದಾಧಿಕಾರಿಗಳು ಉಪಸ್ಥಿತರಿದ್ದರು.	[832, 1223, 1302, 1325]
bharathi-dateline: ಶೃಂಗೇರಿ:	[670, 1319, 702, 1331]
bhruna-headline: ಭ್ರೂಣ ಹತ್ಯೆಯಿಂದ ಅಸಮಾನತೆ: ಹನುಮಂತಪ್ಪ	[832, 1189, 1146, 1213]
banner-sub-text: ಆಸ್ಪತ್ರೆ ಜಾಗ ಕಾಣೆಯಾಗಿರುವ ಬಗ್ಗೆ ಪಟ್ಟಣದಲ್ಲಿ ಅಳವಡಿಸಿದ್ದ ಬ್ಯಾನರ್‌ಗಳನ್ನು ರಾತ್ರೋರಾತ್ರಿ ತೆರವುಗೊಳಿಸಲಾಗಿದೆ. ಈ ಬಗ್ಗೆ ಸಾರ್ವಜನಿಕರು ತೀವ್ರ ಆಕ್ರೋಶ ವ್ಯಕ್ತಪಡಿಸಿದ್ದಾರೆ. ಈ ಸಂದರ್ಭದಲ್ಲಿ ಸಮಿತಿಯ ರಾಜೇಶ್, ಅಜಿತ್, ಸುರೇಶ್, ಅನಿಲ್, ಮಂಜುನಾಥ್ ಮತ್ತಿತರರು ಇದ್ದರು.	[1066, 1731, 1306, 1803]
logo-text: ಹೊಸ ದಿಗಂತ	[120, 7, 244, 40]
jeevana-body-1	[36, 1716, 226, 2046]
stat-deaths: 18 ಸಾವು	[788, 772, 868, 788]
congress-jds-dateline: ಕಡೂರು:	[600, 127, 632, 139]
reg-dot-yellow	[146, 2060, 156, 2070]
left-column-divider	[280, 92, 281, 1637]
brief-3-dateline: ಚಿಕ್ಕಮಗಳೂರು:	[42, 1199, 96, 1211]
lead-kicker-box	[292, 400, 942, 440]
shed-structure	[404, 142, 504, 252]
bottom-divider	[806, 1660, 807, 2048]
brief-2-body	[42, 480, 267, 1160]
mid-row-rule	[292, 1178, 1302, 1179]
weather-min: 19	[912, 27, 949, 57]
banner-dateline: ಶೃಂಗೇರಿ:	[816, 1731, 848, 1743]
jeevana-photo	[234, 1716, 614, 1906]
bhruna-dateline: ಕಡೂರು:	[832, 1223, 864, 1235]
jeevana-text-continued: ಅನಾದಿಯಿಂದ ಸತ್ಪರಂಪರೆಗೆ ಕಾಲದಿಂದಲೂ ಬೆಳೆಸಿದೆ. ಜೀವನದಲ್ಲಿ ಬದಲಾವಣೆ ಮತ್ತು ಬೆಳವಣಿಗೆ ಎರಡೂ ಮುಖ್ಯ. ಜೀವನ ಮೌಲ್ಯಗಳನ್ನು ಅರಿತು ಬಾಳಿದರೆ ಬದುಕು ಸಾರ್ಥಕವಾಗುತ್ತದೆ ಎಂದು ಶ್ರೀ ರಂಭಾಪುರಿ ಜಗದ್ಗುರುಗಳು ನುಡಿದರು. ಅವರು ಶ್ರೀ ರಂಭಾಪುರಿ ಪೀಠದಲ್ಲಿ ನಡೆದ ಧರ್ಮ ಸಮಾರಂಭದ ಸಾನ್ನಿಧ್ಯ ವಹಿಸಿ ಆಶೀರ್ವಚನ ನೀಡಿದರು. ಮನುಷ್ಯನ ಜೀವನದಲ್ಲಿ ಧರ್ಮ ಮತ್ತು ಸಂಸ್ಕಾರ ಅತ್ಯಂತ ಮುಖ್ಯವಾಗಿದೆ. ಗುರುವಿನ ಮಾರ್ಗದರ್ಶನದಲ್ಲಿ ಸಾಗಿದರೆ ಜೀವನ ಪಾವನವಾಗುವುದು. ಸಮಾರಂಭದಲ್ಲಿ ವಿವಿಧ ಮಠಾಧೀಶರು, ಗಣ್ಯರು ಹಾಗೂ ಸಾವಿರಾರು ಭಕ್ತರು ಪಾಲ್ಗೊಂಡಿದ್ದರು. ಬಂದ ಭಕ್ತರಿಗೆ ಅನ್ನಸಂತರ್ಪಣೆ ವ್ಯವಸ್ಥೆ ಕಲ್ಪಿಸಲಾಗಿತ್ತು. ಶ್ರೀಗಳು ಭಕ್ತರಿಗೆ ಆಶೀರ್ವಾದ ಮಾಡಿ ಶುಭ ಹಾರೈಸಿದರು.	[234, 1913, 614, 2030]
bottom-row-rule	[30, 1642, 1305, 1652]
jds-joining-photo	[988, 100, 1300, 314]
brief-4-body	[42, 1500, 267, 1632]
masthead	[0, 0, 1335, 78]
